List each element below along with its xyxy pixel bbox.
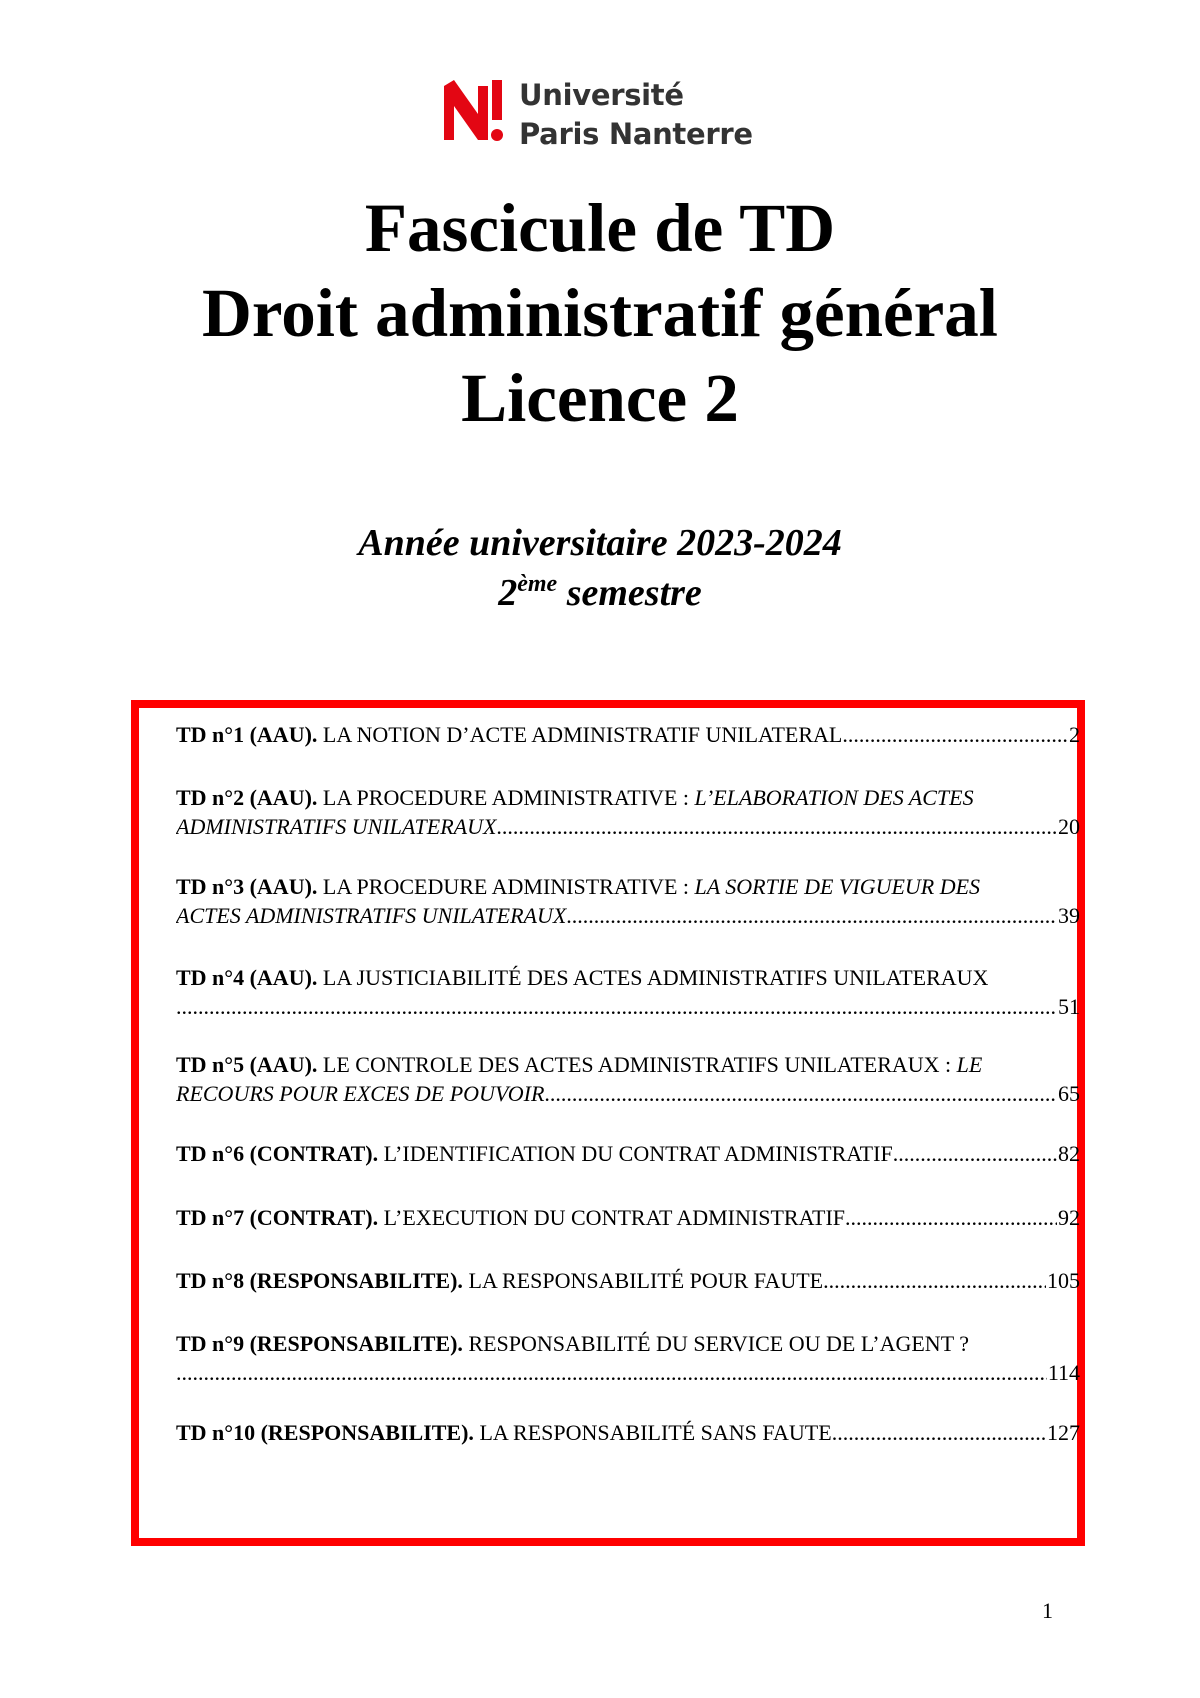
title-line-3: Licence 2 <box>461 360 739 436</box>
toc-leader-dots <box>893 1139 1057 1168</box>
toc-item[interactable] <box>176 1139 1080 1168</box>
toc-line-1 <box>176 783 1080 812</box>
toc-item-subtitle-cont: RECOURS POUR EXCES DE POUVOIR <box>176 1081 545 1106</box>
toc-item-title: LA RESPONSABILITÉ POUR FAUTE <box>468 1268 824 1293</box>
toc-line-1 <box>176 872 1080 901</box>
toc-leader-dots <box>544 1079 1057 1108</box>
toc-item-number: TD n°8 (RESPONSABILITE). <box>176 1268 463 1293</box>
semester-superscript: ème <box>517 571 558 597</box>
toc-leader-dots <box>842 720 1068 749</box>
semester <box>0 568 1200 618</box>
toc-leader-dots <box>176 992 1057 1021</box>
toc-line-1 <box>176 1050 1080 1079</box>
title-line-2: Droit administratif général <box>202 275 998 351</box>
toc-leader-dots <box>845 1203 1057 1232</box>
toc-item-number: TD n°5 (AAU). <box>176 1052 318 1077</box>
toc-item-subtitle-cont: ACTES ADMINISTRATIFS UNILATERAUX <box>176 903 567 928</box>
toc-item[interactable] <box>176 1329 1080 1387</box>
toc-item-number: TD n°7 (CONTRAT). <box>176 1205 379 1230</box>
toc-item-number: TD n°1 (AAU). <box>176 722 318 747</box>
toc-item-subtitle-cont: ADMINISTRATIFS UNILATERAUX <box>176 814 497 839</box>
toc-line-2 <box>176 1079 1080 1108</box>
semester-number: 2 <box>498 572 518 614</box>
toc-line-1 <box>176 1139 1080 1168</box>
nanterre-logo-mark <box>444 80 504 146</box>
toc-item-subtitle: LA SORTIE DE VIGUEUR DES <box>694 874 981 899</box>
toc-item-page: 2 <box>1069 722 1080 747</box>
toc-item-heading <box>176 1418 832 1447</box>
toc-line-1 <box>176 963 1080 992</box>
document-subtitle <box>0 518 1200 618</box>
toc-item-page: 51 <box>1058 994 1080 1019</box>
toc-item-number: TD n°10 (RESPONSABILITE). <box>176 1420 474 1445</box>
toc-item-title: RESPONSABILITÉ DU SERVICE OU DE L’AGENT ? <box>468 1331 970 1356</box>
toc-item[interactable] <box>176 1050 1080 1108</box>
document-title <box>0 186 1200 441</box>
table-of-contents <box>131 700 1085 1546</box>
toc-item-number: TD n°9 (RESPONSABILITE). <box>176 1331 463 1356</box>
toc-line-2 <box>176 1358 1080 1387</box>
toc-line-2 <box>176 812 1080 841</box>
toc-item-title: L’IDENTIFICATION DU CONTRAT ADMINISTRATIF <box>383 1141 893 1166</box>
toc-leader-dots <box>832 1418 1046 1447</box>
toc-item-title: LA NOTION D’ACTE ADMINISTRATIF UNILATERAL <box>322 722 843 747</box>
toc-item-heading <box>176 720 842 749</box>
semester-word: semestre <box>566 572 702 614</box>
logo-line-paris-nanterre: Paris Nanterre <box>519 117 753 151</box>
toc-line-1 <box>176 1329 1080 1358</box>
toc-item-title: LA JUSTICIABILITÉ DES ACTES ADMINISTRATIFS UNILATERAUX <box>322 965 989 990</box>
toc-item-subtitle: L’ELABORATION DES ACTES <box>694 785 974 810</box>
toc-item-title: L’EXECUTION DU CONTRAT ADMINISTRATIF <box>383 1205 846 1230</box>
toc-item[interactable] <box>176 1266 1080 1295</box>
title-line-1: Fascicule de TD <box>364 190 836 266</box>
logo-line-universite: Université <box>519 78 684 112</box>
toc-item-number: TD n°2 (AAU). <box>176 785 318 810</box>
toc-item-page: 127 <box>1047 1420 1080 1445</box>
toc-item[interactable] <box>176 720 1080 749</box>
toc-item-heading <box>176 1266 823 1295</box>
toc-line-1 <box>176 1266 1080 1295</box>
toc-leader-dots <box>823 1266 1046 1295</box>
toc-item[interactable] <box>176 783 1080 841</box>
toc-item-page: 114 <box>1047 1360 1080 1385</box>
toc-line-1 <box>176 1203 1080 1232</box>
academic-year: Année universitaire 2023-2024 <box>358 522 842 564</box>
toc-item-title: LE CONTROLE DES ACTES ADMINISTRATIFS UNILATERAUX : <box>322 1052 952 1077</box>
toc-item-title: LA PROCEDURE ADMINISTRATIVE : <box>322 874 689 899</box>
toc-item[interactable] <box>176 872 1080 930</box>
toc-line-1 <box>176 720 1080 749</box>
toc-line-2 <box>176 992 1080 1021</box>
toc-item[interactable] <box>176 963 1080 1021</box>
toc-item-page: 92 <box>1058 1205 1080 1230</box>
toc-item-page: 39 <box>1058 903 1080 928</box>
toc-item-page: 20 <box>1058 814 1080 839</box>
toc-item-title: LA RESPONSABILITÉ SANS FAUTE <box>479 1420 832 1445</box>
toc-leader-dots <box>566 901 1057 930</box>
toc-item-heading <box>176 1203 845 1232</box>
toc-item-page: 105 <box>1047 1268 1080 1293</box>
toc-item-page: 82 <box>1058 1141 1080 1166</box>
toc-leader-dots <box>176 1358 1047 1387</box>
toc-item[interactable] <box>176 1203 1080 1232</box>
university-logo <box>444 74 764 154</box>
toc-item-page: 65 <box>1058 1081 1080 1106</box>
logo-wordmark <box>519 76 753 154</box>
toc-item-heading <box>176 1139 893 1168</box>
toc-item-number: TD n°6 (CONTRAT). <box>176 1141 379 1166</box>
toc-item-number: TD n°4 (AAU). <box>176 965 318 990</box>
toc-item-subtitle: LE <box>956 1052 983 1077</box>
toc-leader-dots <box>496 812 1057 841</box>
toc-item-number: TD n°3 (AAU). <box>176 874 318 899</box>
toc-line-2 <box>176 901 1080 930</box>
toc-item-title: LA PROCEDURE ADMINISTRATIVE : <box>322 785 689 810</box>
toc-line-1 <box>176 1418 1080 1447</box>
toc-item[interactable] <box>176 1418 1080 1447</box>
page-number: 1 <box>1042 1598 1053 1623</box>
